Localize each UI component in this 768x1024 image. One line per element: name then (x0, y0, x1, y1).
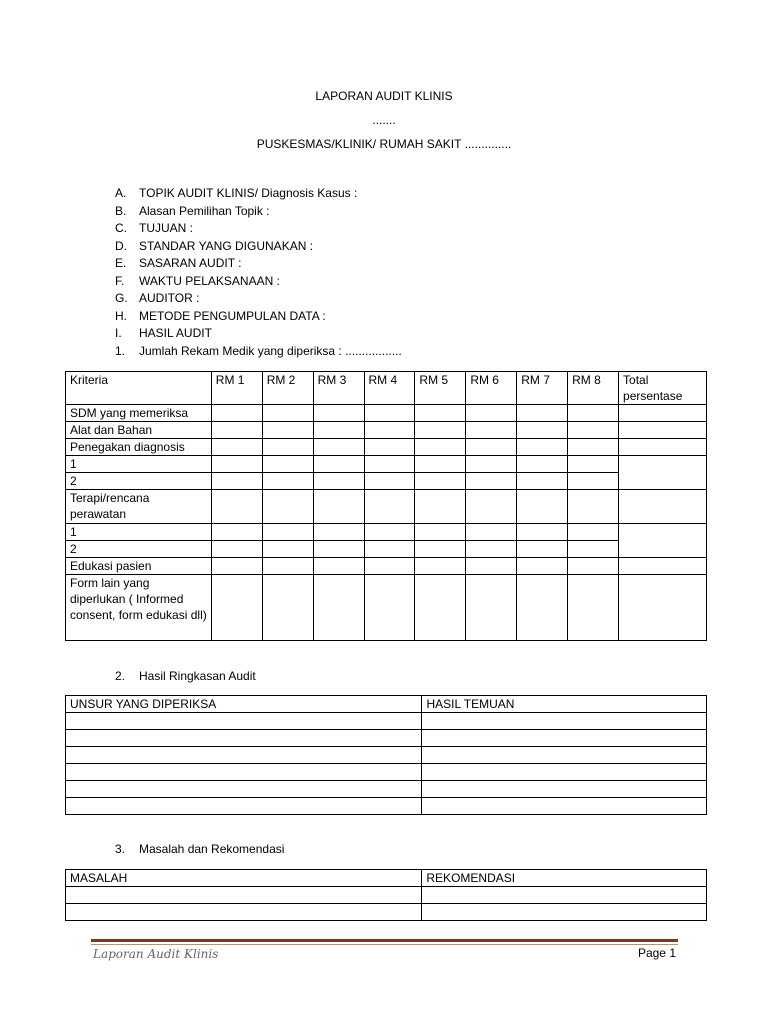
list-item: E. SASARAN AUDIT : (115, 256, 242, 270)
title-dots: ....... (372, 113, 396, 127)
table-row (66, 456, 707, 473)
table-row (66, 747, 707, 764)
document-title: LAPORAN AUDIT KLINIS (315, 89, 453, 103)
section-2-heading: 2. Hasil Ringkasan Audit (115, 669, 256, 683)
list-item: B. Alasan Pemilihan Topik : (115, 203, 270, 218)
column-header: REKOMENDASI (422, 870, 707, 887)
row-label: Form lain yang diperlukan ( Informed consent, form edukasi dll) (66, 575, 212, 641)
summary-table (65, 695, 707, 815)
column-header: RM 5 (415, 372, 466, 405)
audit-items-list (115, 185, 402, 360)
row-label: Edukasi pasien (66, 558, 212, 575)
column-header: RM 7 (517, 372, 568, 405)
row-label: 2 (66, 473, 212, 490)
column-header: Total persentase (619, 372, 707, 405)
column-header: MASALAH (66, 870, 422, 887)
row-label: 2 (66, 541, 212, 558)
list-item: I. HASIL AUDIT (115, 326, 212, 340)
row-label: Terapi/rencana perawatan (66, 490, 212, 524)
list-item: C. TUJUAN : (115, 221, 193, 235)
table-row (66, 490, 707, 524)
list-item: H. METODE PENGUMPULAN DATA : (115, 308, 326, 323)
column-header: RM 1 (211, 372, 262, 405)
table-row (66, 473, 707, 490)
column-header: RM 8 (568, 372, 619, 405)
list-item: G. AUDITOR : (115, 291, 200, 305)
table-row (66, 541, 707, 558)
row-label: 1 (66, 456, 212, 473)
problem-recommendation-table (65, 869, 707, 921)
table-row (66, 422, 707, 439)
table-row (66, 558, 707, 575)
column-header: Kriteria (66, 372, 212, 405)
table-row (66, 798, 707, 815)
table-header-row (66, 372, 707, 405)
row-label: 1 (66, 524, 212, 541)
table-row (66, 524, 707, 541)
column-header: RM 3 (313, 372, 364, 405)
table-row (66, 713, 707, 730)
column-header: HASIL TEMUAN (422, 696, 707, 713)
list-item: A. TOPIK AUDIT KLINIS/ Diagnosis Kasus : (115, 186, 358, 200)
table-row (66, 405, 707, 422)
table-row (66, 764, 707, 781)
table-row (66, 730, 707, 747)
table-row (66, 439, 707, 456)
section-3-heading: 3. Masalah dan Rekomendasi (115, 842, 285, 856)
list-item: D. STANDAR YANG DIGUNAKAN : (115, 238, 314, 253)
column-header: UNSUR YANG DIPERIKSA (66, 696, 422, 713)
total-cell[interactable] (619, 456, 707, 490)
row-label: SDM yang memeriksa (66, 405, 212, 422)
table-row (66, 887, 707, 904)
table-row (66, 575, 707, 641)
table-row (66, 904, 707, 921)
footer-title: Laporan Audit Klinis (93, 947, 219, 961)
page-number: Page 1 (637, 946, 676, 960)
footer-rule-thick (91, 939, 678, 942)
table-header-row (66, 696, 707, 713)
column-header: RM 2 (262, 372, 313, 405)
row-label: Alat dan Bahan (66, 422, 212, 439)
audit-criteria-table (65, 371, 707, 641)
column-header: RM 6 (466, 372, 517, 405)
facility-line: PUSKESMAS/KLINIK/ RUMAH SAKIT .............. (256, 137, 512, 151)
footer-rule-thin (91, 944, 678, 945)
total-cell[interactable] (619, 524, 707, 558)
list-item: F. WAKTU PELAKSANAAN : (115, 273, 280, 288)
table-row (66, 781, 707, 798)
list-item: 1. Jumlah Rekam Medik yang diperiksa : ................. (115, 343, 402, 358)
column-header: RM 4 (364, 372, 415, 405)
table-header-row (66, 870, 707, 887)
row-label: Penegakan diagnosis (66, 439, 212, 456)
